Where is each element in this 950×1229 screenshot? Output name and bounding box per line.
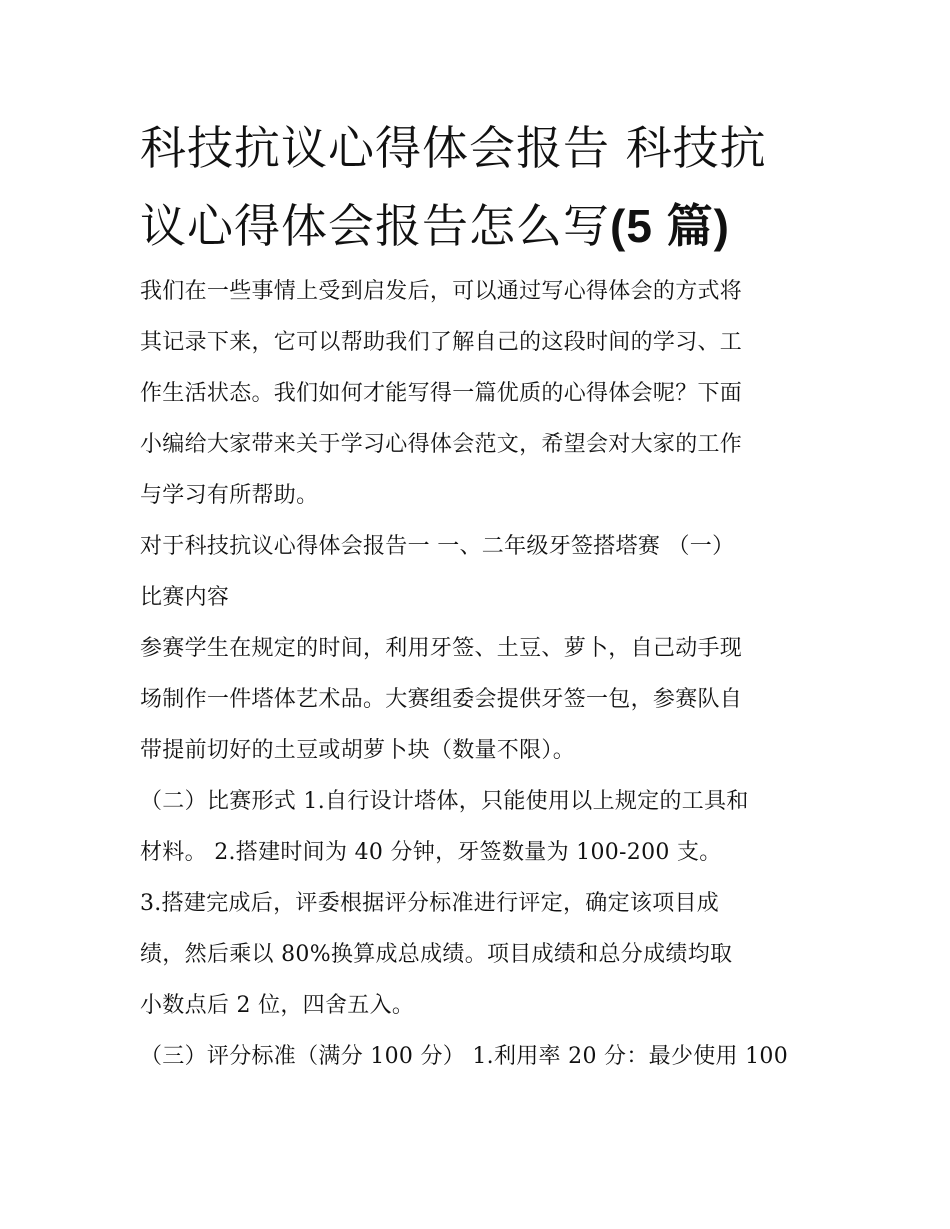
body-line: 材料。 2.搭建时间为 40 分钟，牙签数量为 100-200 支。 — [140, 840, 722, 865]
body-line: 参赛学生在规定的时间，利用牙签、土豆、萝卜，自己动手现 — [140, 636, 743, 661]
body-line: 比赛内容 — [140, 585, 230, 610]
document-body — [140, 266, 820, 1082]
body-line: 与学习有所帮助。 — [140, 483, 319, 508]
body-line: 我们在一些事情上受到启发后，可以通过写心得体会的方式将 — [140, 279, 743, 304]
title-line-2-text: 议心得体会报告怎么写 — [140, 199, 610, 253]
body-line: 对于科技抗议心得体会报告一 一、二年级牙签搭塔赛 （一） — [140, 534, 735, 559]
body-line: 绩，然后乘以 80%换算成总成绩。项目成绩和总分成绩均取 — [140, 942, 733, 967]
title-line-2 — [140, 190, 820, 262]
title-line-1: 科技抗议心得体会报告 科技抗 — [140, 121, 767, 175]
body-line: 场制作一件塔体艺术品。大赛组委会提供牙签一包，参赛队自 — [140, 687, 743, 712]
body-line: 小数点后 2 位，四舍五入。 — [140, 993, 415, 1018]
body-line: （二）比赛形式 1.自行设计塔体，只能使用以上规定的工具和 — [140, 789, 749, 814]
body-line: 带提前切好的土豆或胡萝卜块（数量不限）。 — [140, 738, 576, 763]
document-page — [140, 112, 820, 1082]
body-line: 其记录下来，它可以帮助我们了解自己的这段时间的学习、工 — [140, 330, 743, 355]
body-line: 小编给大家带来关于学习心得体会范文，希望会对大家的工作 — [140, 432, 743, 457]
body-line: 作生活状态。我们如何才能写得一篇优质的心得体会呢？下面 — [140, 381, 743, 406]
title-count: (5 篇) — [610, 200, 730, 252]
document-title — [140, 112, 820, 262]
body-line: （三）评分标准（满分 100 分） 1.利用率 20 分：最少使用 100 — [140, 1044, 789, 1069]
body-line: 3.搭建完成后，评委根据评分标准进行评定，确定该项目成 — [140, 891, 720, 916]
